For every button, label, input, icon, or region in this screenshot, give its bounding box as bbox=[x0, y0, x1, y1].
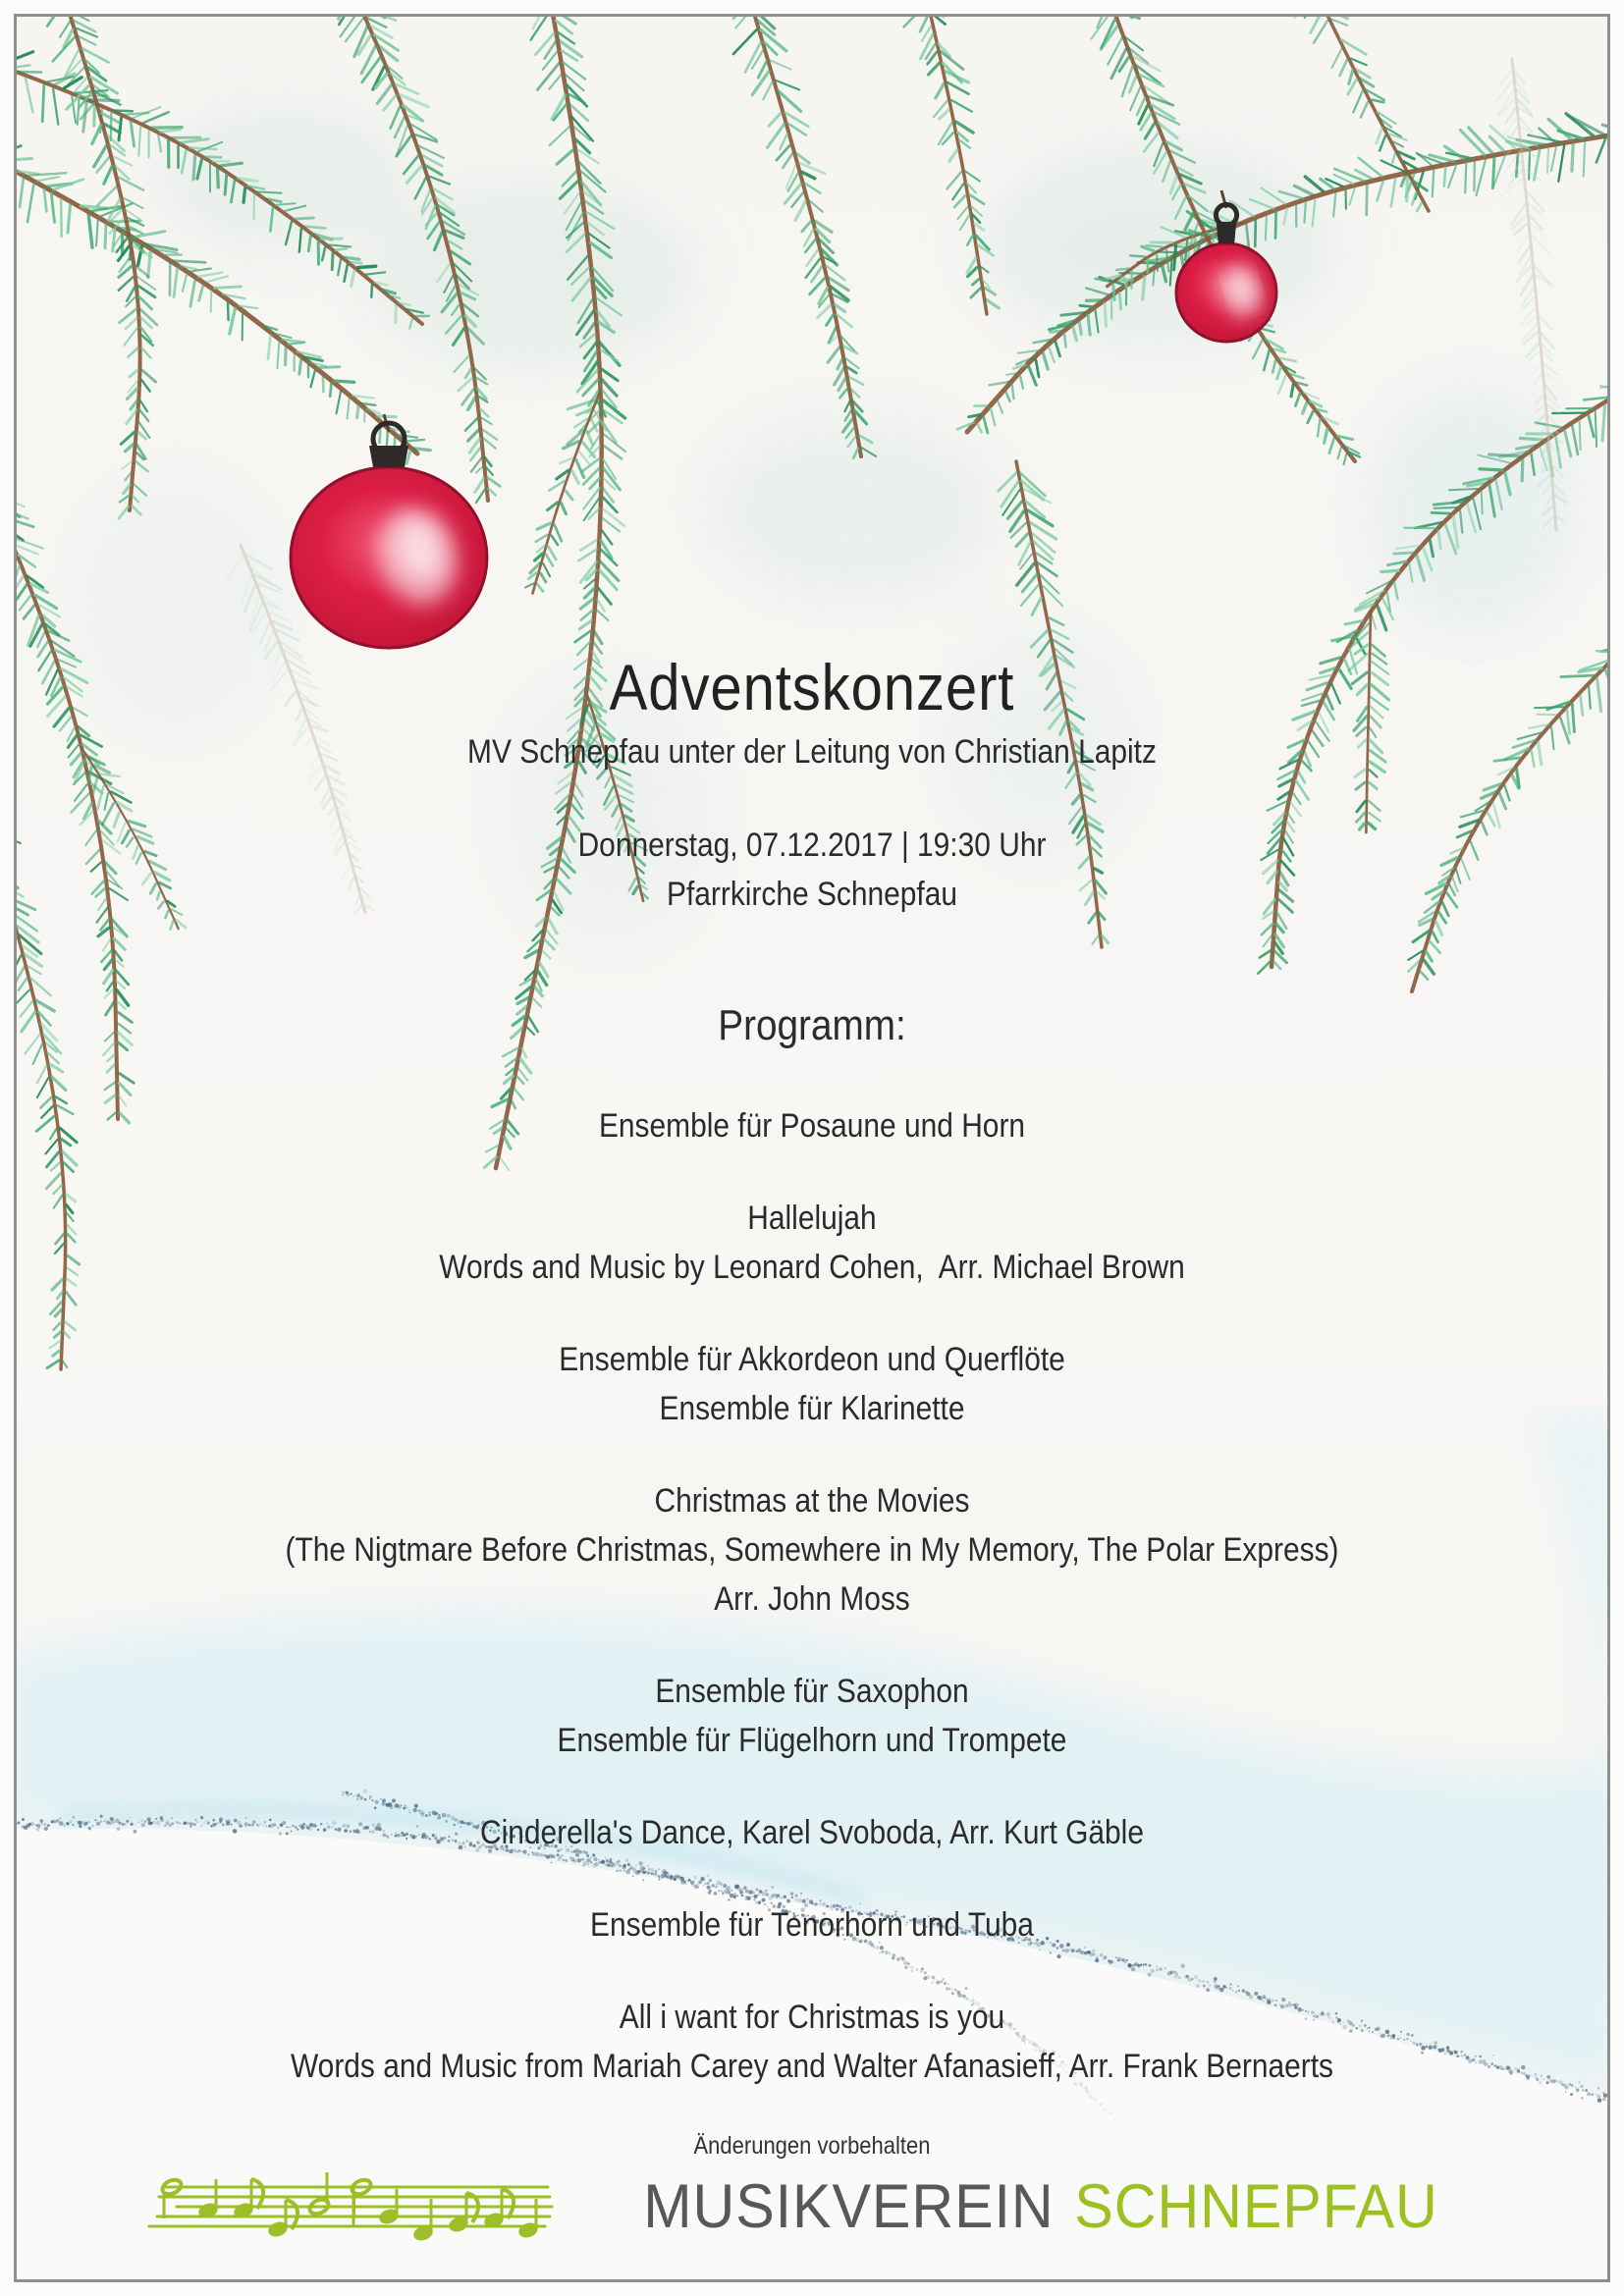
program-item bbox=[97, 1194, 1527, 1292]
program-line: All i want for Christmas is you bbox=[619, 1999, 1005, 2036]
fir-branch bbox=[732, 0, 876, 458]
program-line: Christmas at the Movies bbox=[654, 1482, 970, 1520]
margin-right bbox=[1610, 0, 1624, 2296]
organization-logo bbox=[579, 2171, 1502, 2242]
program-item bbox=[97, 1808, 1527, 1857]
program-line: Ensemble für Posaune und Horn bbox=[598, 1107, 1026, 1145]
program-line: Ensemble für Akkordeon und Querflöte bbox=[559, 1341, 1065, 1378]
venue-line: Pfarrkirche Schnepfau bbox=[666, 876, 958, 913]
program-item bbox=[97, 1993, 1527, 2091]
program-item bbox=[97, 1900, 1527, 1949]
program-line: Words and Music by Leonard Cohen, Arr. Michael Brown bbox=[439, 1249, 1185, 1286]
fir-branch bbox=[896, 0, 999, 314]
date-line: Donnerstag, 07.12.2017 | 19:30 Uhr bbox=[577, 827, 1047, 864]
program-line: Ensemble für Saxophon bbox=[655, 1673, 969, 1710]
music-staff-icon bbox=[147, 2164, 560, 2263]
christmas-bauble-large bbox=[291, 414, 487, 648]
fir-branch bbox=[484, 0, 625, 1170]
program-line: Ensemble für Flügelhorn und Trompete bbox=[557, 1722, 1067, 1759]
program-item bbox=[97, 1476, 1527, 1624]
subtitle: MV Schnepfau unter der Leitung von Christian Lapitz bbox=[467, 733, 1157, 771]
date-and-venue bbox=[97, 821, 1527, 919]
disclaimer: Änderungen vorbehalten bbox=[693, 2132, 931, 2160]
page-title: Adventskonzert bbox=[609, 651, 1015, 723]
program-item bbox=[97, 1667, 1527, 1765]
margin-left bbox=[0, 0, 14, 2296]
program-line: Ensemble für Tenorhorn und Tuba bbox=[590, 1906, 1034, 1944]
logo-secondary: SCHNEPFAU bbox=[1074, 2172, 1438, 2241]
program-list bbox=[97, 1101, 1527, 2134]
logo-primary: MUSIKVEREIN bbox=[643, 2172, 1055, 2241]
program-line: Ensemble für Klarinette bbox=[659, 1390, 965, 1427]
program-item bbox=[97, 1101, 1527, 1150]
program-heading: Programm: bbox=[718, 1001, 906, 1049]
program-item bbox=[97, 1335, 1527, 1433]
margin-bottom bbox=[0, 2282, 1624, 2296]
margin-top bbox=[0, 0, 1624, 14]
program-line: Hallelujah bbox=[747, 1200, 877, 1237]
program-line: Words and Music from Mariah Carey and Walter Afanasieff, Arr. Frank Bernaerts bbox=[290, 2048, 1334, 2085]
program-line: Arr. John Moss bbox=[714, 1580, 910, 1618]
program-line: (The Nigtmare Before Christmas, Somewhere in My Memory, The Polar Express) bbox=[285, 1531, 1339, 1569]
program-line: Cinderella's Dance, Karel Svoboda, Arr. Kurt Gäble bbox=[480, 1814, 1144, 1851]
